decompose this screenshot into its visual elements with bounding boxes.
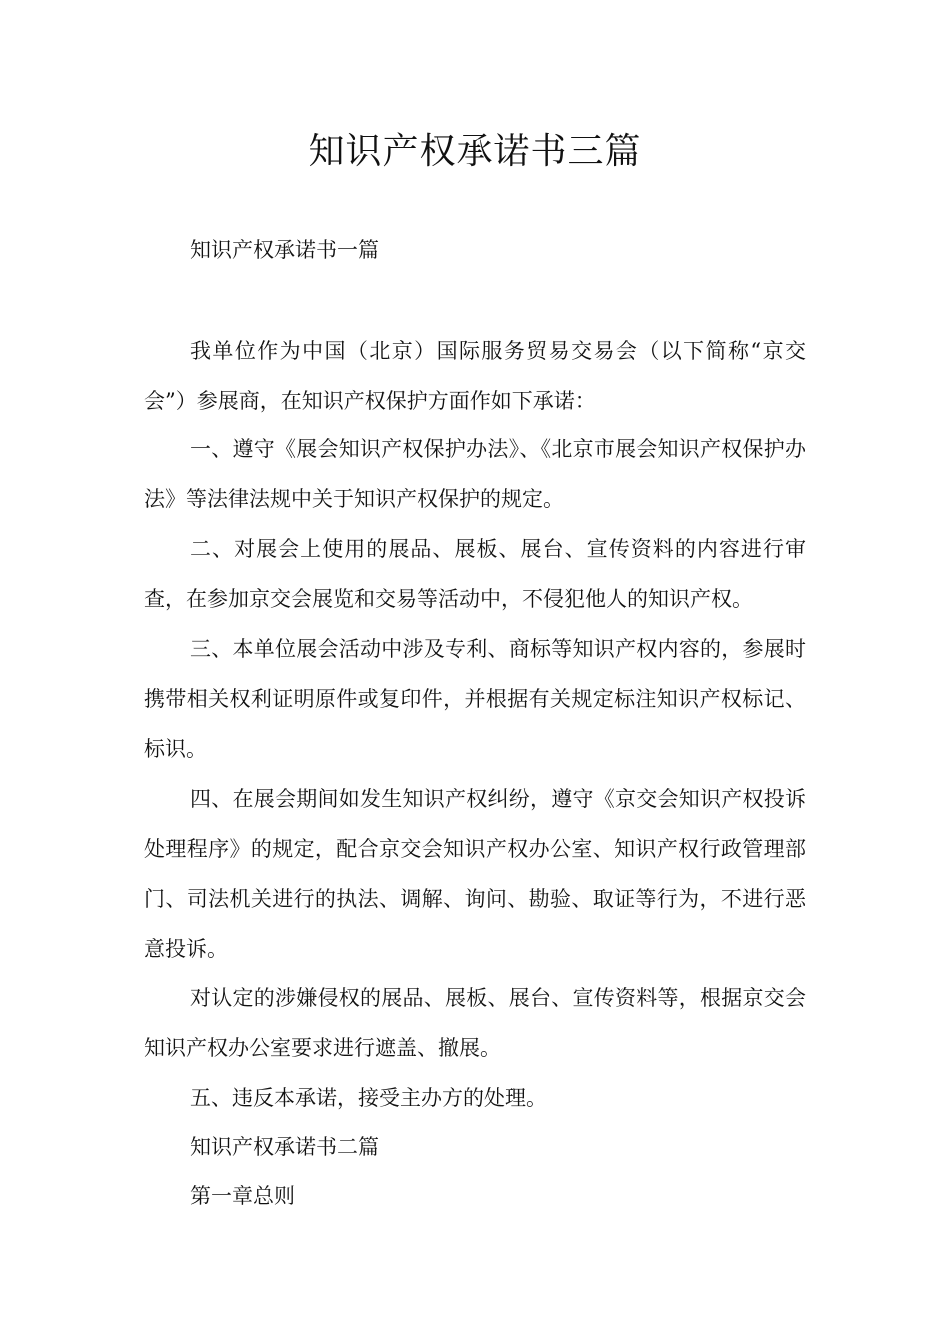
paragraph-item-one: 一、遵守《展会知识产权保护办法》、《北京市展会知识产权保护办法》等法律法规中关于知识产权保护的规定。 [144,437,806,511]
paragraph-item-two: 二、对展会上使用的展品、展板、展台、宣传资料的内容进行审查，在参加京交会展览和交易等活动中，不侵犯他人的知识产权。 [144,537,806,611]
paragraph-item-three: 三、本单位展会活动中涉及专利、商标等知识产权内容的，参展时携带相关权利证明原件或复印件，并根据有关规定标注知识产权标记、标识。 [144,637,806,761]
chapter-heading: 第一章总则 [190,1184,295,1208]
section-heading-two: 知识产权承诺书二篇 [190,1135,379,1159]
section-heading-one: 知识产权承诺书一篇 [190,238,379,262]
paragraph-item-five: 五、违反本承诺，接受主办方的处理。 [190,1086,547,1110]
document-title: 知识产权承诺书三篇 [308,131,642,172]
paragraph-intro: 我单位作为中国（北京）国际服务贸易交易会（以下简称“京交会”）参展商，在知识产权保护方面作如下承诺： [144,339,806,413]
paragraph-item-four-supplement: 对认定的涉嫌侵权的展品、展板、展台、宣传资料等，根据京交会知识产权办公室要求进行遮盖、撤展。 [144,986,806,1060]
paragraph-item-four: 四、在展会期间如发生知识产权纠纷，遵守《京交会知识产权投诉处理程序》的规定，配合京交会知识产权办公室、知识产权行政管理部门、司法机关进行的执法、调解、询问、勘验、取证等行为，不进行恶意投诉。 [144,787,806,961]
